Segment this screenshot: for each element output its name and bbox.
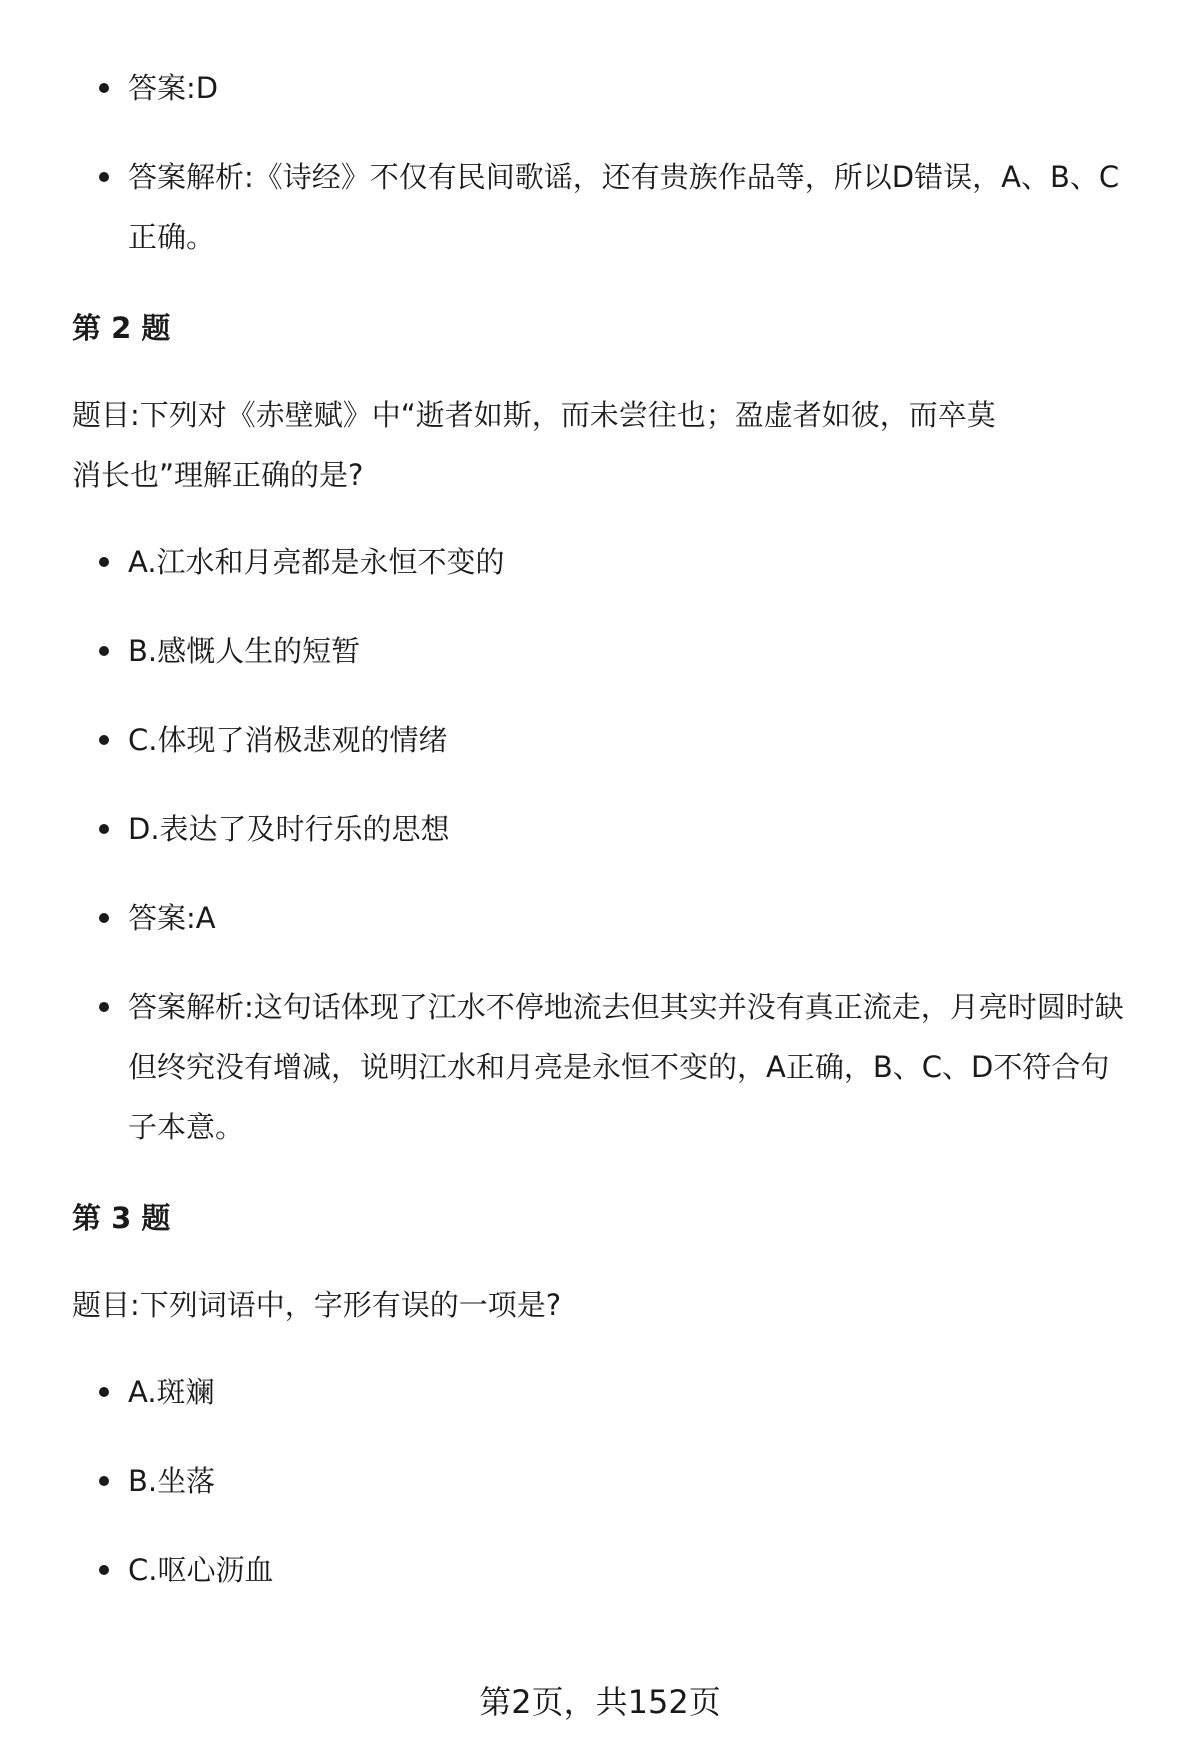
q2-option-b: B.感慨人生的短暂	[72, 621, 1152, 681]
q1-list	[72, 58, 1152, 267]
q1-answer: 答案:D	[72, 58, 1152, 118]
q2-analysis: 答案解析:这句话体现了江水不停地流去但其实并没有真正流走，月亮时圆时缺但终究没有增减，说明江水和月亮是永恒不变的，A正确，B、C、D不符合句子本意。	[72, 977, 1128, 1157]
document-content	[72, 58, 1152, 1629]
q2-answer: 答案:A	[72, 888, 1152, 948]
q2-list	[72, 532, 1152, 1157]
q3-prompt: 题目:下列词语中，字形有误的一项是?	[72, 1288, 562, 1322]
q2-option-a: A.江水和月亮都是永恒不变的	[72, 532, 1152, 592]
q3-option-c: C.呕心沥血	[72, 1540, 1152, 1600]
q3-option-b: B.坐落	[72, 1451, 1152, 1511]
q2-option-c: C.体现了消极悲观的情绪	[72, 710, 1152, 770]
q3-heading: 第 3 题	[72, 1201, 171, 1235]
q3-list	[72, 1362, 1152, 1600]
q2-option-d: D.表达了及时行乐的思想	[72, 799, 1152, 859]
q1-analysis: 答案解析:《诗经》不仅有民间歌谣，还有贵族作品等，所以D错误，A、B、C正确。	[72, 147, 1128, 267]
page-number: 第2页，共152页	[479, 1683, 721, 1721]
q3-option-a: A.斑斓	[72, 1362, 1152, 1422]
q2-prompt: 题目:下列对《赤壁赋》中“逝者如斯，而未尝往也；盈虚者如彼，而卒莫消长也”理解正确的是?	[72, 398, 996, 492]
q2-heading: 第 2 题	[72, 311, 171, 345]
